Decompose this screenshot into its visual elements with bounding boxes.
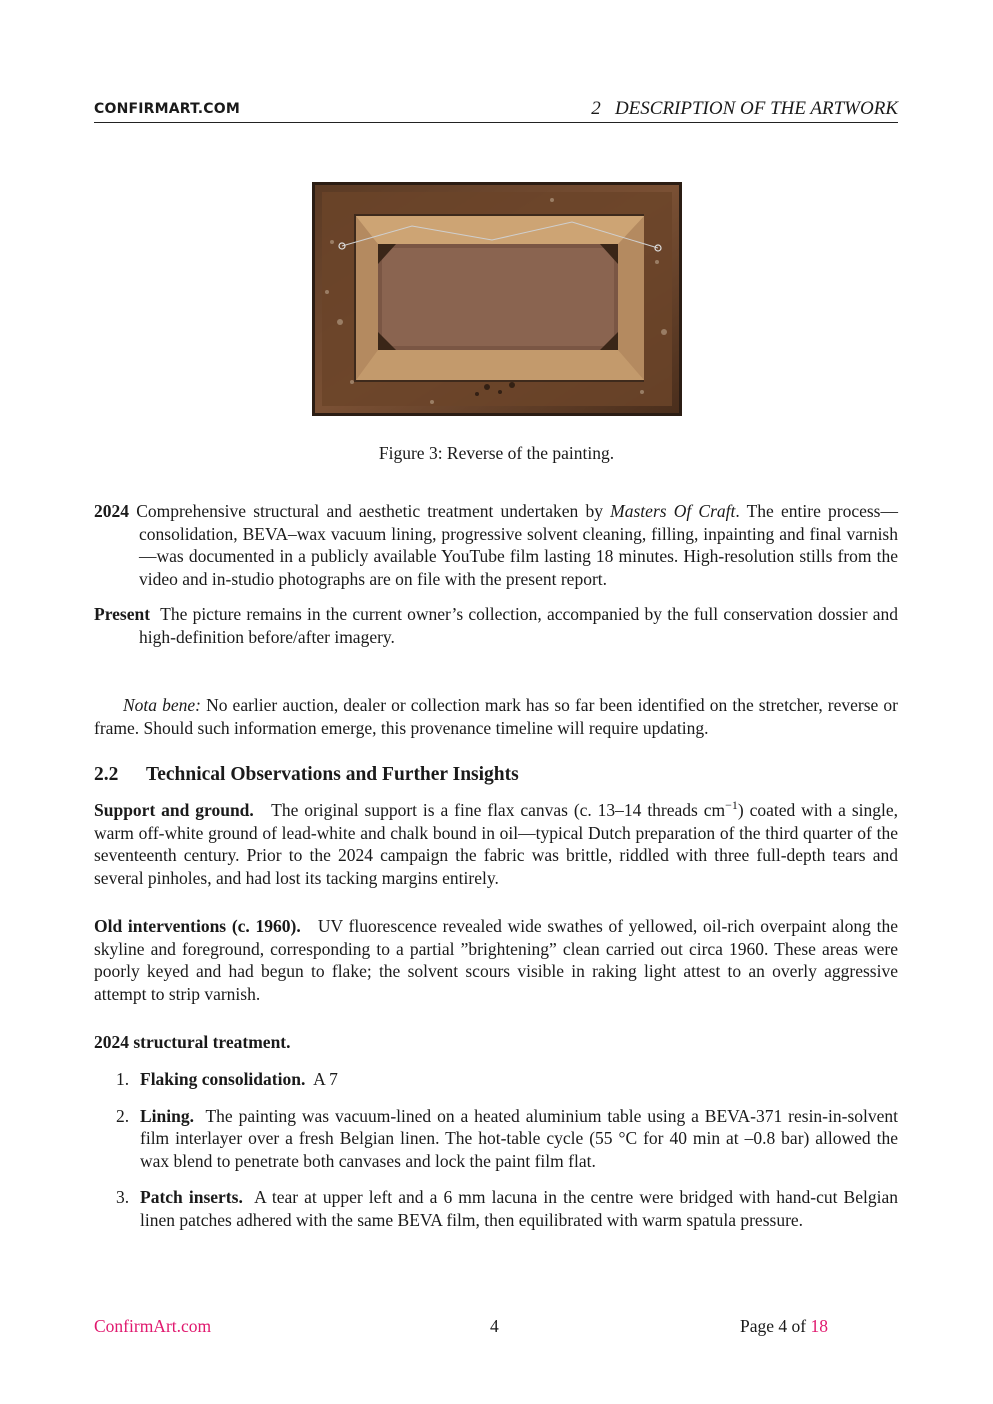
list-number: 1.: [116, 1069, 130, 1089]
nota-bene-label: Nota bene:: [123, 695, 201, 715]
paragraph-title: 2024 structural treatment.: [94, 1032, 291, 1052]
list-number: 3.: [116, 1187, 130, 1208]
page-total-link[interactable]: 18: [810, 1316, 828, 1336]
site-logo: CONFIRMART.COM: [94, 101, 241, 117]
item-title: Flaking consolidation.: [140, 1069, 306, 1089]
footer-site-link[interactable]: ConfirmArt.com: [94, 1316, 212, 1336]
paragraph-text-cont: ) coated with a single, warm off-white ground of lead-white and chalk bound in oil—typical Dutch preparation of the third quarter of the seventeenth century. Prior to the 2024 campaign the fabric was brittle, riddled with three full-depth tears and several pinholes, and had lost its tacking margins entirely.: [94, 800, 898, 888]
item-title: Patch inserts.: [140, 1187, 243, 1208]
section-number: 2.2: [94, 764, 119, 785]
painting-reverse-illustration: [312, 182, 682, 416]
provenance-entry-present: [94, 603, 898, 648]
paragraph-title: Old interventions (c. 1960).: [94, 916, 301, 936]
figure-caption: Figure 3: Reverse of the painting.: [378, 443, 615, 463]
support-paragraph: [94, 799, 898, 889]
page-prefix: Page 4 of: [740, 1316, 811, 1336]
running-section-title: 2 DESCRIPTION OF THE ARTWORK: [591, 98, 898, 119]
nota-bene-paragraph: [94, 694, 898, 739]
entry-text-cont: . The entire process—consolidation, BEVA–wax vacuum lining, progressive solvent cleaning, filling, inpainting and final varnish—was documented in a publicly available YouTube film lasting 18 minutes. High-resolution stills from the video and in-studio photographs are on file with the present report.: [139, 501, 898, 589]
list-item: [94, 1186, 898, 1231]
item-title: Lining.: [140, 1105, 194, 1126]
entry-text: Comprehensive structural and aesthetic treatment undertaken by: [136, 501, 611, 521]
footer-page-count: [740, 1316, 828, 1337]
list-item: [94, 1068, 898, 1091]
superscript: −1: [725, 798, 738, 813]
section-heading: [94, 764, 519, 786]
paragraph-text: The original support is a fine flax canvas (c. 13–14 threads cm: [271, 800, 726, 820]
section-title: Technical Observations and Further Insights: [146, 764, 519, 785]
entry-text: The picture remains in the current owner’s collection, accompanied by the full conservation dossier and high-definition before/after imagery.: [139, 604, 898, 647]
old-interventions-paragraph: [94, 915, 898, 1005]
entry-year: Present: [94, 604, 151, 625]
treatment-heading: [94, 1031, 898, 1054]
header-rule: [94, 122, 898, 123]
paragraph-text: UV fluorescence revealed wide swathes of yellowed, oil-rich overpaint along the skyline and foreground, corresponding to a partial ”brightening” clean carried out circa 1960. These areas were poorly keyed and had begun to flake; the solvent scours visible in raking light attest to an overly aggressive attempt to strip varnish.: [94, 916, 898, 1004]
list-item: [94, 1105, 898, 1173]
paragraph-title: Support and ground.: [94, 800, 254, 820]
entry-year: 2024: [94, 501, 129, 521]
provenance-entry-2024: [94, 500, 898, 590]
entry-emphasis: Masters Of Craft: [610, 501, 736, 521]
item-text: A tear at upper left and a 6 mm lacuna in the centre were bridged with hand-cut Belgian linen patches adhered with the same BEVA film, then equilibrated with warm spatula pressure.: [140, 1187, 898, 1230]
painting-reverse-image: [312, 182, 682, 416]
nota-bene-text: No earlier auction, dealer or collection mark has so far been identified on the stretcher, reverse or frame. Should such information emerge, this provenance timeline will require updating.: [94, 695, 898, 738]
item-text: The painting was vacuum-lined on a heated aluminium table using a BEVA-371 resin-in-solvent film interlayer over a fresh Belgian linen. The hot-table cycle (55 °C for 40 min at –0.8 bar) allowed the wax blend to penetrate both canvases and lock the paint film flat.: [140, 1105, 898, 1171]
provenance-list: [94, 500, 898, 649]
footer-page-number: 4: [490, 1316, 499, 1336]
item-text: A 7: [313, 1069, 338, 1089]
list-number: 2.: [116, 1105, 130, 1126]
treatment-list: [94, 1068, 898, 1232]
treatment-list-wrapper: [94, 1068, 898, 1246]
